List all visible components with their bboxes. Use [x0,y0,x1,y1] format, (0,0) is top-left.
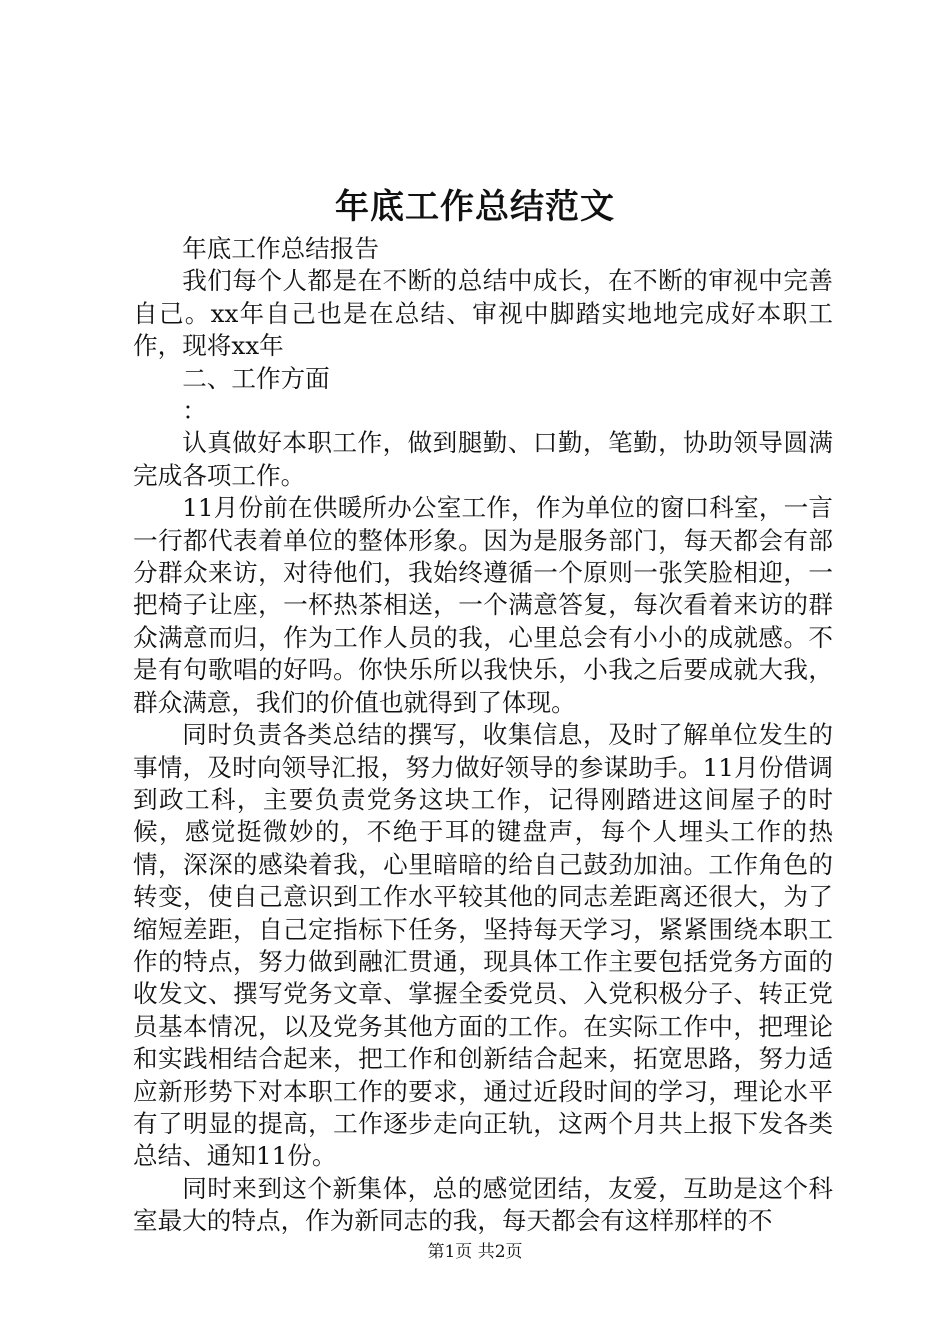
paragraph: 认真做好本职工作，做到腿勤、口勤，笔勤，协助领导圆满完成各项工作。 [133,428,833,490]
paragraph-heading: 年底工作总结报告 [182,234,379,263]
document-title: 年底工作总结范文 [335,187,615,227]
paragraph: 我们每个人都是在不断的总结中成长，在不断的审视中完善自己。xx年自己也是在总结、审视中脚踏实地地完成好本职工作，现将xx年 [133,266,833,361]
paragraph-section-heading: 二、工作方面 [182,363,330,393]
paragraph: 11月份前在供暖所办公室工作，作为单位的窗口科室，一言一行都代表着单位的整体形象。因为是服务部门，每天都会有部分群众来访，对待他们，我始终遵循一个原则一张笑脸相迎，一把椅子让座，一杯热茶相送，一个满意答复，每次看着来访的群众满意而归，作为工作人员的我，心里总会有小小的成就感。不是有句歌唱的好吗。你快乐所以我快乐，小我之后要成就大我，群众满意，我们的价值也就得到了体现。 [133,493,833,717]
paragraph: 同时负责各类总结的撰写，收集信息，及时了解单位发生的事情，及时向领导汇报，努力做好领导的参谋助手。11月份借调到政工科，主要负责党务这块工作，记得刚踏进这间屋子的时候，感觉挺微妙的，不绝于耳的键盘声，每个人埋头工作的热情，深深的感染着我，心里暗暗的给自己鼓劲加油。工作角色的转变，使自己意识到工作水平较其他的同志差距离还很大，为了缩短差距，自己定指标下任务，坚持每天学习，紧紧围绕本职工作的特点，努力做到融汇贯通，现具体工作主要包括党务方面的收发文、撰写党务文章、掌握全委党员、入党积极分子、转正党员基本情况，以及党务其他方面的工作。在实际工作中，把理论和实践相结合起来，把工作和创新结合起来，拓宽思路，努力适应新形势下对本职工作的要求，通过近段时间的学习，理论水平有了明显的提高，工作逐步走向正轨，这两个月共上报下发各类总结、通知11份。 [133,720,833,1171]
paragraph: ： [182,396,207,426]
page-number-footer: 第1页 共2页 [427,1242,523,1262]
document-body [133,233,833,1238]
paragraph: 同时来到这个新集体，总的感觉团结，友爱，互助是这个科室最大的特点，作为新同志的我，每天都会有这样那样的不 [133,1173,833,1236]
